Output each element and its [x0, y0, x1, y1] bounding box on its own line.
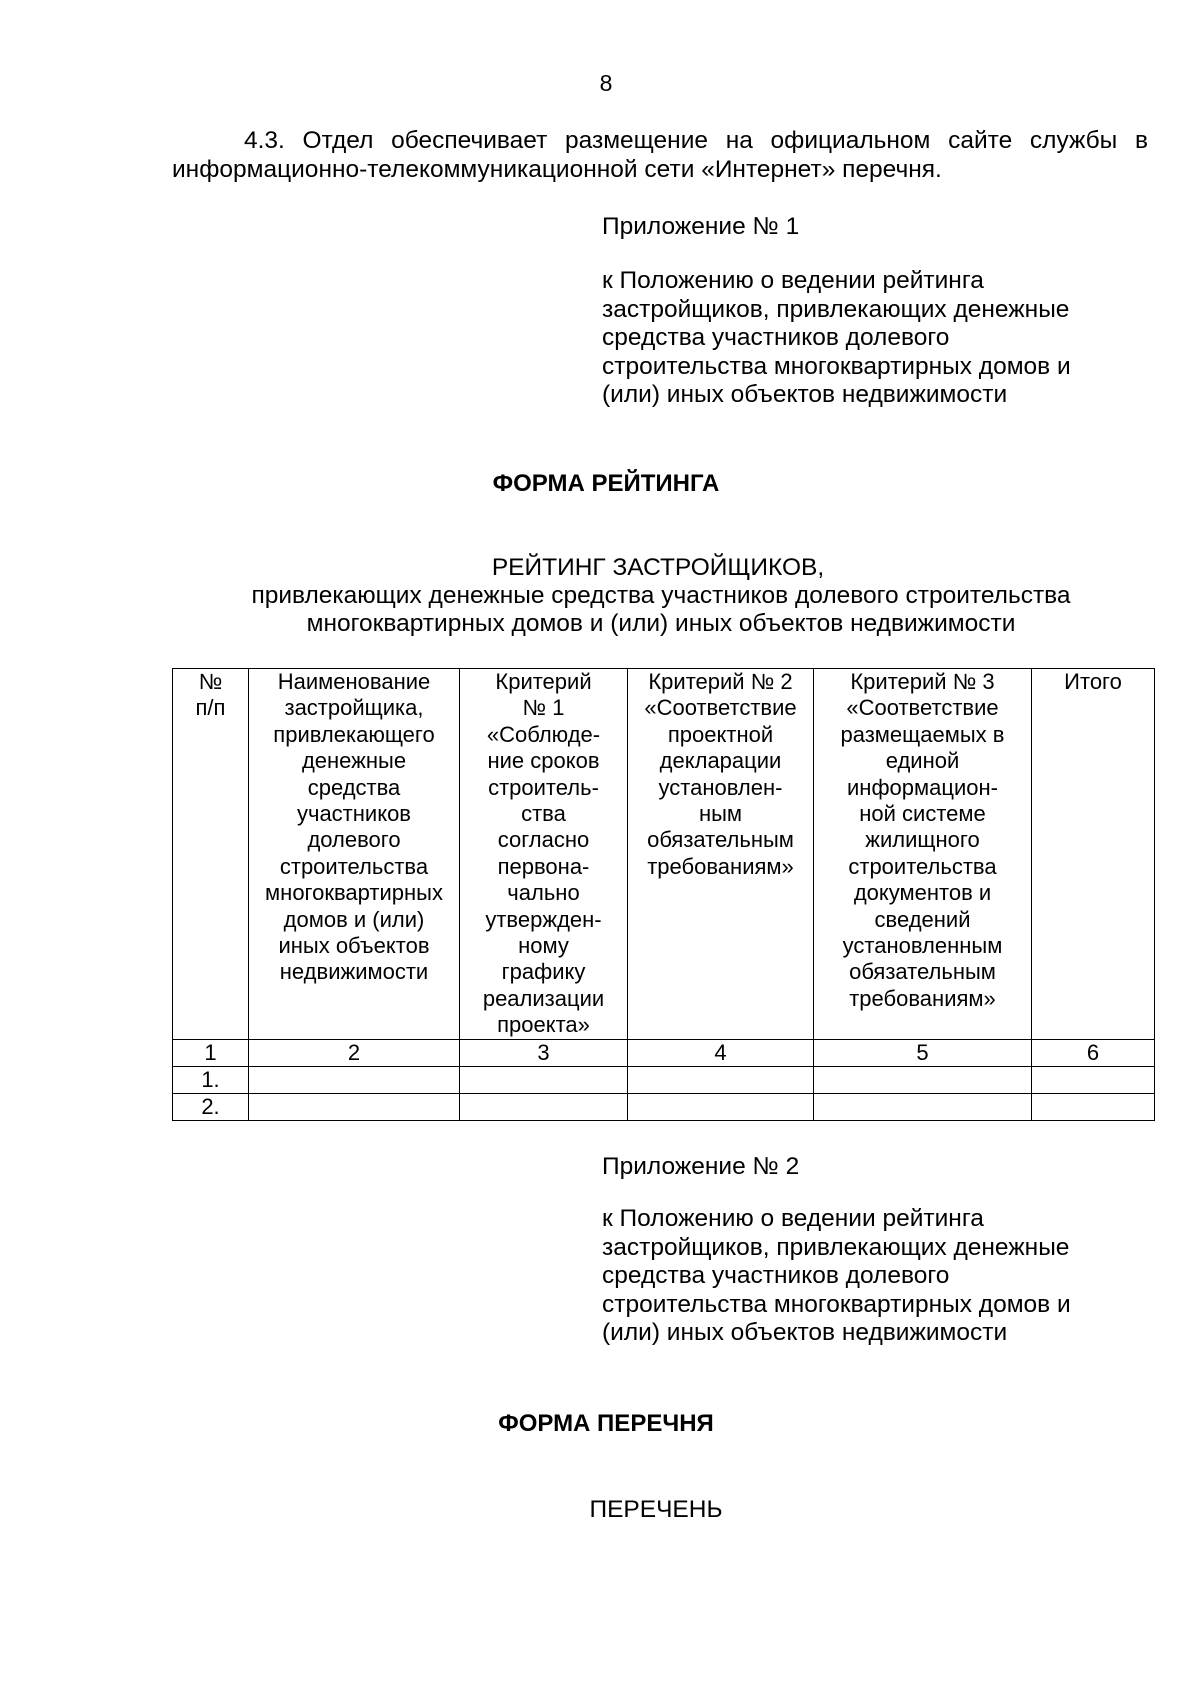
header-cell-total: [1032, 669, 1155, 1040]
header-line: привлекающего: [273, 721, 435, 747]
header-line: графику: [501, 959, 586, 985]
header-line: Итого: [1064, 669, 1122, 694]
table-cell: [814, 1093, 1032, 1120]
rating-table: [172, 668, 1155, 1121]
header-line: ным: [698, 801, 743, 827]
header-line: информацион-: [847, 774, 998, 800]
header-line: единой: [885, 748, 960, 774]
header-line: застройщика,: [284, 695, 424, 721]
header-line: декларации: [659, 748, 782, 774]
header-line: строительства: [848, 853, 997, 879]
header-line: размещаемых в: [840, 721, 1005, 747]
header-line: проектной: [667, 721, 774, 747]
form-rating-heading: ФОРМА РЕЙТИНГА: [492, 470, 720, 497]
header-line: долевого: [307, 827, 401, 853]
appendix-2-desc-line: (или) иных объектов недвижимости: [602, 1319, 1008, 1346]
header-line: «Соблюде-: [486, 721, 601, 747]
header-cell-number: [173, 669, 249, 1040]
appendix-1-description: [602, 267, 1162, 410]
header-line: №: [198, 669, 223, 694]
appendix-1-desc-line: средства участников долевого: [602, 324, 950, 351]
column-number-cell: 3: [460, 1039, 628, 1066]
page-number: 8: [599, 70, 613, 96]
header-line: Критерий № 3: [850, 669, 995, 694]
paragraph-4-3: 4.3. Отдел обеспечивает размещение на официальном сайте службы в информационно-телекоммуникационной сети «Интернет» перечня.: [172, 127, 1148, 183]
table-cell: [460, 1066, 628, 1093]
appendix-2-desc-line: застройщиков, привлекающих денежные: [602, 1233, 1070, 1261]
column-number-cell: 1: [173, 1039, 249, 1066]
column-number-row: [173, 1039, 1155, 1066]
header-line: строитель-: [488, 774, 599, 800]
appendix-1-desc-line: (или) иных объектов недвижимости: [602, 381, 1008, 408]
header-cell-criterion-1: [460, 669, 628, 1040]
form-list-heading: ФОРМА ПЕРЕЧНЯ: [498, 1410, 714, 1437]
appendix-1-desc-line: застройщиков, привлекающих денежные: [602, 295, 1070, 323]
header-line: проекта»: [497, 1012, 590, 1038]
header-line: ства: [521, 801, 566, 827]
header-line: «Соответствие: [846, 695, 999, 721]
header-cell-developer-name: [249, 669, 460, 1040]
appendix-2-desc-line: к Положению о ведении рейтинга: [602, 1205, 984, 1232]
table-header-row: [173, 669, 1155, 1040]
appendix-1-title: Приложение № 1: [602, 213, 800, 240]
header-line: требованиям»: [849, 985, 996, 1011]
header-line: недвижимости: [279, 959, 429, 985]
table-row: [173, 1066, 1155, 1093]
header-line: жилищного: [865, 827, 980, 853]
appendix-2-title: Приложение № 2: [602, 1153, 800, 1180]
table-cell: [460, 1093, 628, 1120]
rating-title: РЕЙТИНГ ЗАСТРОЙЩИКОВ,: [491, 554, 825, 581]
column-number-cell: 5: [814, 1039, 1032, 1066]
header-line: иных объектов: [278, 933, 430, 959]
appendix-1-desc-line: строительства многоквартирных домов и: [602, 352, 1071, 380]
table-row: [173, 1093, 1155, 1120]
header-line: строительства: [279, 853, 429, 879]
table-cell: 2.: [173, 1093, 249, 1120]
table-cell: 1.: [173, 1066, 249, 1093]
column-number-cell: 4: [628, 1039, 814, 1066]
table-cell: [1032, 1093, 1155, 1120]
header-line: установлен-: [658, 774, 783, 800]
rating-subtitle-line: многоквартирных домов и (или) иных объектов недвижимости: [306, 610, 1016, 637]
header-line: домов и (или): [283, 906, 425, 932]
header-line: Критерий: [495, 669, 592, 694]
table-cell: [814, 1066, 1032, 1093]
header-line: многоквартирных: [265, 880, 443, 906]
header-line: документов и: [853, 880, 992, 906]
header-line: первона-: [497, 853, 590, 879]
header-line: чально: [507, 880, 580, 906]
table-cell: [628, 1066, 814, 1093]
header-line: ние сроков: [487, 748, 600, 774]
header-line: обязательным: [647, 827, 794, 853]
header-line: обязательным: [849, 959, 996, 985]
header-line: № 1: [522, 695, 565, 721]
header-line: сведений: [874, 906, 971, 932]
header-line: Критерий № 2: [648, 669, 793, 694]
header-line: Наименование: [277, 669, 431, 694]
header-cell-criterion-2: [628, 669, 814, 1040]
rating-subtitle-line: привлекающих денежные средства участников долевого строительства: [251, 582, 1071, 609]
table-cell: [249, 1066, 460, 1093]
header-line: утвержден-: [485, 906, 602, 932]
header-line: п/п: [195, 695, 226, 721]
header-line: ному: [518, 933, 569, 959]
appendix-1-desc-line: к Положению о ведении рейтинга: [602, 267, 984, 294]
header-line: средства: [307, 774, 401, 800]
column-number-cell: 6: [1032, 1039, 1155, 1066]
header-line: денежные: [301, 748, 407, 774]
header-line: требованиям»: [647, 853, 794, 879]
column-number-cell: 2: [249, 1039, 460, 1066]
list-title: ПЕРЕЧЕНЬ: [589, 1496, 723, 1523]
appendix-2-desc-line: средства участников долевого: [602, 1262, 950, 1289]
header-cell-criterion-3: [814, 669, 1032, 1040]
header-line: «Соответствие: [644, 695, 797, 721]
table-cell: [1032, 1066, 1155, 1093]
table-cell: [249, 1093, 460, 1120]
appendix-2-desc-line: строительства многоквартирных домов и: [602, 1290, 1071, 1318]
header-line: установленным: [842, 933, 1003, 959]
table-cell: [628, 1093, 814, 1120]
header-line: ной системе: [859, 801, 986, 827]
appendix-2-description: [602, 1205, 1162, 1348]
header-line: реализации: [482, 985, 605, 1011]
header-line: участников: [296, 801, 411, 827]
header-line: согласно: [497, 827, 590, 853]
